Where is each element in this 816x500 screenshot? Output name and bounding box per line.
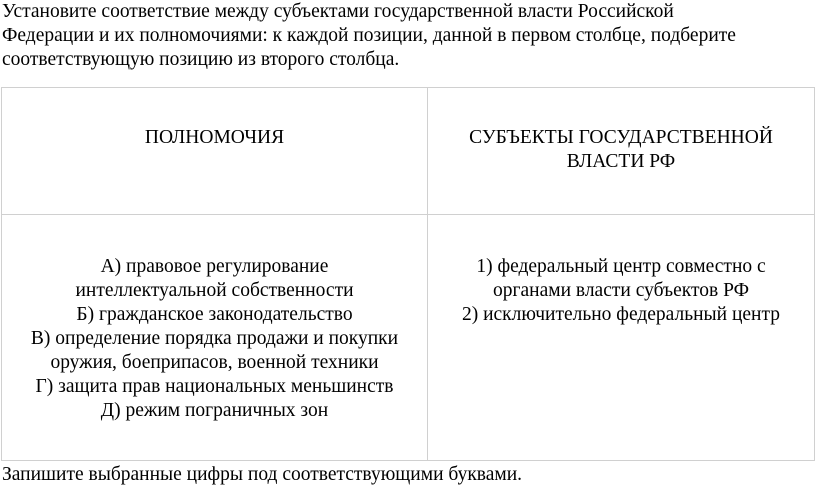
powers-list	[2, 255, 427, 423]
task-instruction	[2, 0, 814, 72]
matching-table	[1, 87, 815, 461]
power-item: Б) гражданское законодательство	[76, 304, 353, 325]
instruction-line: Федерации и их полномочиями: к каждой позиции, данной в первом столбце, подберите	[2, 25, 736, 46]
header-powers	[2, 126, 427, 150]
header-subjects	[428, 126, 814, 174]
power-item: Г) защита прав национальных меньшинств	[35, 376, 394, 397]
row-divider	[2, 214, 814, 215]
power-item: Д) режим пограничных зон	[100, 400, 329, 421]
instruction-line: Установите соответствие между субъектами государственной власти Российской	[2, 1, 674, 22]
power-item: А) правовое регулирование	[100, 256, 329, 277]
power-item: интеллектуальной собственности	[75, 280, 354, 301]
subject-item: органами власти субъектов РФ	[492, 280, 749, 301]
subject-item: 2) исключительно федеральный центр	[461, 304, 781, 325]
instruction-line: соответствующую позицию из второго столбца.	[2, 49, 400, 70]
header-powers-text: ПОЛНОМОЧИЯ	[144, 127, 285, 148]
subjects-list	[428, 255, 814, 327]
power-item: оружия, боеприпасов, военной техники	[50, 352, 379, 373]
answer-instruction: Запишите выбранные цифры под соответствующими буквами.	[2, 464, 523, 485]
subject-item: 1) федеральный центр совместно с	[476, 256, 766, 277]
power-item: В) определение порядка продажи и покупки	[30, 328, 399, 349]
header-subjects-text: СУБЪЕКТЫ ГОСУДАРСТВЕННОЙ	[469, 127, 773, 148]
header-subjects-text: ВЛАСТИ РФ	[566, 151, 676, 172]
